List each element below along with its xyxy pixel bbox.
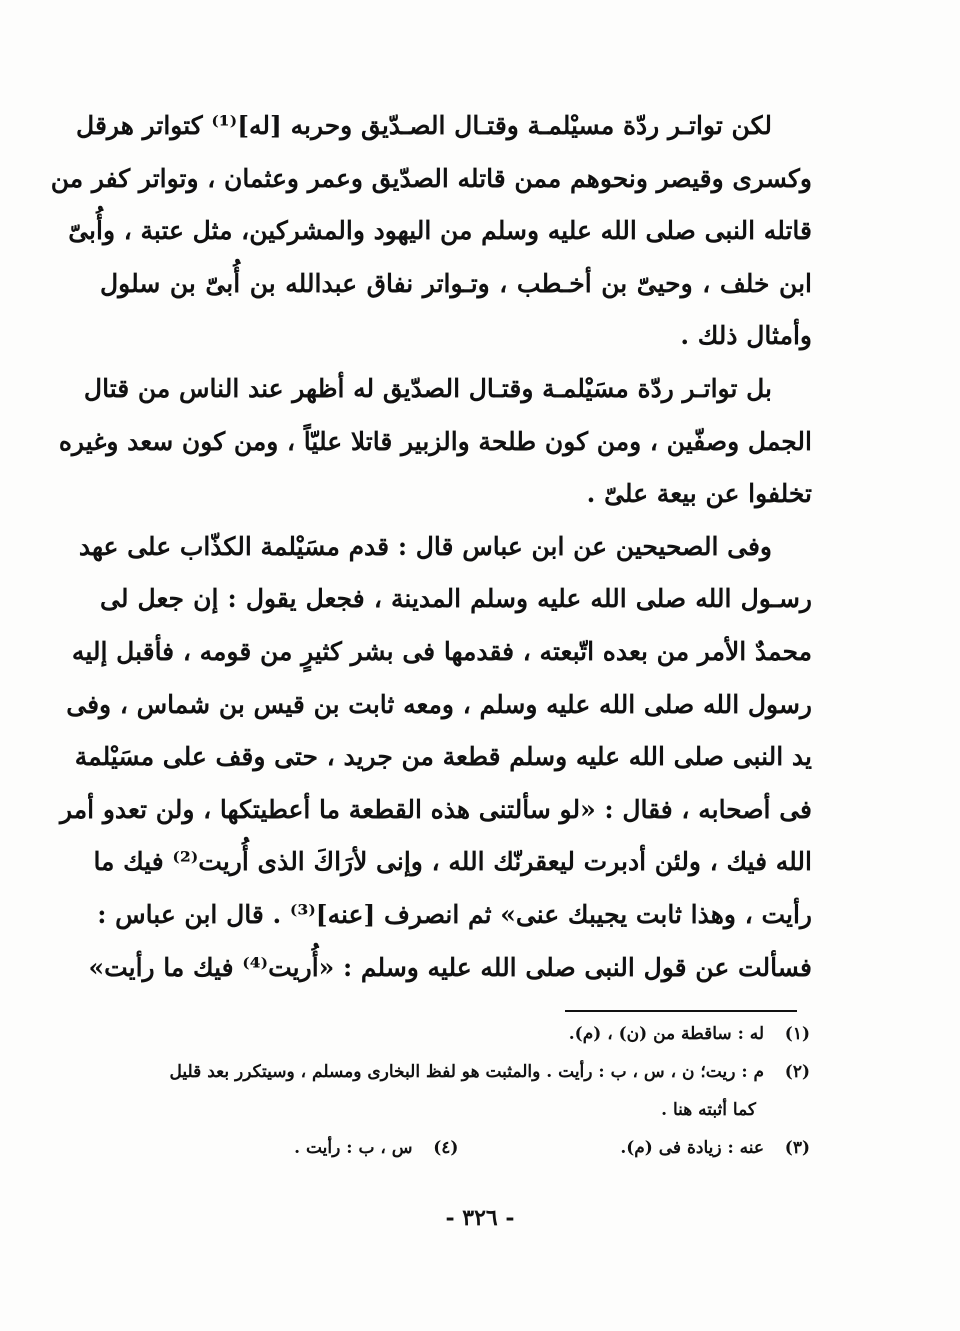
text-line: رسول الله صلى الله عليه وسلم ، ومعه ثابت بن قيس بن شماس ، وفى: [66, 689, 812, 719]
text-line: الجمل وصفّين ، ومن كون طلحة والزبير قاتلا عليّاً ، ومن كون سعد وغيره: [58, 426, 812, 456]
footnote-number: (٤): [433, 1138, 459, 1158]
text-line: قاتله النبى صلى الله عليه وسلم من اليهود والمشركين، مثل عتبة ، وأُبىّ: [68, 216, 812, 246]
text-line: وأمثال ذلك .: [680, 321, 812, 351]
text-line: ابن خلف ، وحيىّ بن أخـطب ، وتـواتر نفاق عبدالله بن أُبىّ بن سلول: [100, 268, 812, 298]
paragraph-3: [59, 521, 812, 994]
footnote-1: [100, 1015, 810, 1053]
text-line: محمدٌ الأمر من بعده اتّبعته ، فقدمها فى بشر كثيرٍ من قومه ، فأقبل إليه: [71, 636, 812, 666]
text-line: لكن تواتـر ردّة مسيْلمـة وقتـال الصـدّيق وحربه [له]⁽¹⁾ كتواتر هرقل: [76, 111, 772, 140]
text-line: رسـول الله صلى الله عليه وسلم المدينة ، فجعل يقول : إن جعل لى: [100, 584, 812, 614]
text-line: وفى الصحيحين عن ابن عباس قال : قدم مسَيْلمة الكذّاب على عهد: [78, 531, 772, 561]
paragraph-1: [50, 100, 812, 363]
footnote-number: (١): [784, 1024, 810, 1044]
footnote-text: عنه : زيادة فى (م).: [620, 1138, 765, 1158]
footnote-2-continuation: كما أثبته هنا .: [661, 1100, 756, 1120]
text-line: يد النبى صلى الله عليه وسلم قطعة من جريد ، حتى وقف على مسَيْلمة: [74, 742, 812, 772]
footnote-number: (٢): [784, 1062, 810, 1082]
text-line: الله فيك ، ولئن أدبرت ليعقرنّك الله ، وإنى لأرَاكَ الذى أُريت⁽²⁾ فيك ما: [93, 847, 812, 877]
footnote-text: له : ساقطة من (ن) ، (م).: [568, 1024, 765, 1044]
footnotes: [100, 1015, 810, 1167]
text-line: فى أصحابه ، فقال : «لو سألتنى هذه القطعة ما أعطيتكها ، ولن تعدو أمر: [59, 794, 812, 824]
paragraph-2: [58, 363, 812, 521]
footnote-divider: [565, 1010, 797, 1012]
text-line: تخلفوا عن بيعة علىّ .: [586, 479, 812, 509]
text-line: رأيت ، وهذا ثابت يجيبك عنى» ثم انصرف [عنه]⁽³⁾ . قال ابن عباس :: [97, 899, 812, 929]
text-line: وكسرى وقيصر ونحوهم ممن قاتله الصدّيق وعمر وعثمان ، وتواتر كفر من: [50, 163, 812, 193]
page-number: - ٣٢٦ -: [445, 1205, 515, 1231]
footnote-2: [100, 1053, 810, 1091]
footnote-number: (٣): [784, 1138, 810, 1158]
footnote-text: س ، ب : رأيت .: [294, 1138, 413, 1158]
main-text: [50, 100, 812, 994]
text-line: فسألت عن قول النبى صلى الله عليه وسلم : «أُريت⁽⁴⁾ فيك ما رأيت»: [88, 952, 812, 982]
text-line: بل تواتـر ردّة مسَيْلمـة وقتـال الصدّيق له أظهر عند الناس من قتال: [83, 373, 772, 403]
footnote-text: م : ريت؛ ن ، س ، ب : رأيت . والمثبت هو لفظ البخارى ومسلم ، وسيتكرر بعد قليل: [169, 1062, 765, 1082]
footnote-3-and-4: [100, 1129, 810, 1167]
